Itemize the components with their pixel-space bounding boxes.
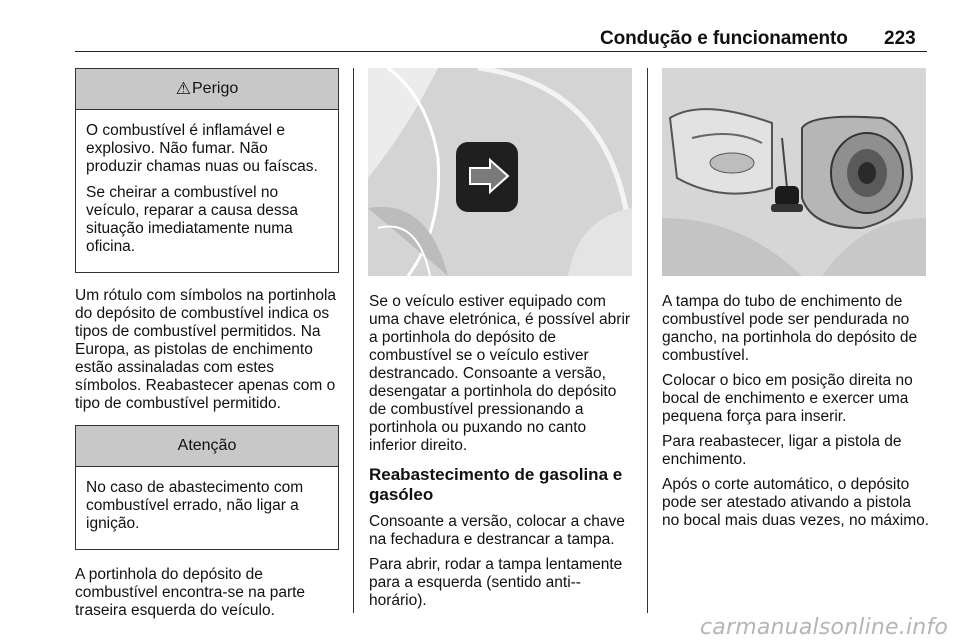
page-number: 223 [884,28,916,49]
notice-box-header [76,426,338,467]
fuel-label-paragraph: Um rótulo com símbolos na portinhola do depósito de combustível indica os tipos de combustível permitidos. Na Europa, as pistolas de enchimento estão assinaladas com estes símbolos. Reabastecer apenas com o tipo de combustível permitido. [75,287,337,412]
auto-cutoff-paragraph: Após o corte automático, o depósito pode ser atestado ativando a pistola no bocal mais duas vezes, no máximo. [662,476,930,529]
warning-triangle-icon: ⚠ [175,79,191,98]
danger-paragraph-2: Se cheirar a combustível no veículo, reparar a causa dessa situação imediatamente numa oficina. [86,184,298,255]
fuel-cap-illustration [662,68,926,276]
watermark: carmanualsonline.info [700,615,949,640]
column-1 [75,68,339,627]
fuel-door-location-paragraph: A portinhola do depósito de combustível encontra-se na parte traseira esquerda do veículo. [75,566,306,619]
cap-hook-paragraph: A tampa do tubo de enchimento de combustível pode ser pendurada no gancho, na portinhola do depósito de combustível. [662,293,918,364]
danger-box-body [76,110,338,272]
notice-box-body [76,467,338,549]
notice-box [75,425,339,550]
danger-box-title: Perigo [192,80,239,97]
fuel-door-illustration [368,68,632,276]
nozzle-position-paragraph: Colocar o bico em posição direita no bocal de enchimento e exercer uma pequena força para inserir. [662,372,913,425]
header-rule [75,51,927,52]
column-2 [369,293,637,617]
key-lock-paragraph: Consoante a versão, colocar a chave na fechadura e destrancar a tampa. [369,513,625,548]
refuel-paragraph: Para reabastecer, ligar a pistola de enchimento. [662,433,902,468]
danger-box-header [76,69,338,110]
notice-box-title: Atenção [177,437,237,454]
electronic-key-paragraph: Se o veículo estiver equipado com uma chave eletrónica, é possível abrir a portinhola do depósito de combustível se o veículo estiver destrancado. Consoante a versão, desengatar a portinhola do depósito de combustível pressionando a portinhola ou puxando no canto inferior direito. [369,293,631,454]
fuel-cap-drawing [662,68,926,276]
refuelling-subheading: Reabastecimento de gasolina e gasóleo [369,465,623,504]
notice-paragraph-1: No caso de abastecimento com combustível errado, não ligar a ignição. [86,479,304,532]
column-divider-1 [353,68,354,613]
fuel-door-drawing [368,68,632,276]
danger-box [75,68,339,273]
danger-paragraph-1: O combustível é inflamável e explosivo. Não fumar. Não produzir chamas nuas ou faíscas. [86,122,318,175]
page-title: Condução e funcionamento [600,28,848,49]
column-divider-2 [647,68,648,613]
open-cap-paragraph: Para abrir, rodar a tampa lentamente para a esquerda (sentido anti--horário). [369,556,623,609]
column-3 [662,293,930,537]
